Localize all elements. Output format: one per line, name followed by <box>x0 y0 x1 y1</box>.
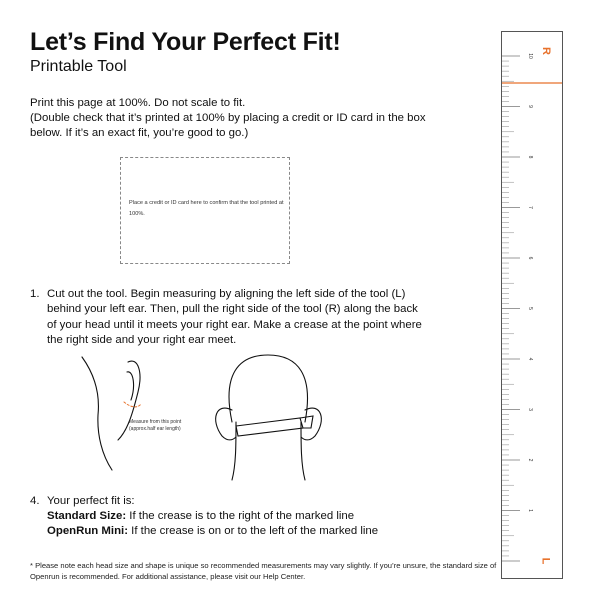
page-subtitle: Printable Tool <box>30 58 127 75</box>
intro-line-2: (Double check that it’s printed at 100% by placing a credit or ID card in the box below. If it’s an exact fit, you’re good to go.) <box>30 112 426 139</box>
ruler-number: 6 <box>527 256 533 260</box>
ruler-number: 4 <box>527 357 533 361</box>
measuring-ruler <box>501 31 563 579</box>
ruler-number: 3 <box>527 408 533 411</box>
page-title: Let’s Find Your Perfect Fit! <box>30 28 341 56</box>
openrun-mini-label: OpenRun Mini: <box>47 525 128 537</box>
card-box-text: Place a credit or ID card here to confirm that the tool printed at 100%. <box>129 200 284 217</box>
openrun-mini-text: If the crease is on or to the left of the marked line <box>128 525 379 537</box>
ear-measure-note: Measure from this point (approx.half ear length) <box>129 419 182 432</box>
step-1-number: 1. <box>30 288 40 300</box>
standard-size-text: If the crease is to the right of the marked line <box>126 510 355 522</box>
ruler-l-label: L <box>539 557 552 565</box>
intro-line-1: Print this page at 100%. Do not scale to fit. <box>30 97 246 109</box>
side-head-drawing <box>82 357 141 470</box>
step-1-text: Cut out the tool. Begin measuring by aligning the left side of the tool (L) behind your left ear. Then, pull the right side of the tool (R) along the back of your head until it meets your right ear. Make a crease at the point where the right side and your right ear meet. <box>47 288 422 346</box>
step-4-number: 4. <box>30 495 40 507</box>
ruler-number: 1 <box>527 509 533 512</box>
ruler-number: 5 <box>527 307 533 310</box>
standard-size-label: Standard Size: <box>47 510 127 522</box>
back-head-drawing <box>216 355 322 480</box>
ruler-number: 9 <box>527 105 533 108</box>
ruler-r-label: R <box>539 47 552 55</box>
ruler-number: 7 <box>527 206 533 209</box>
ruler-number: 8 <box>527 155 533 159</box>
ruler-number: 2 <box>527 458 533 462</box>
ruler-number: 10 <box>527 53 533 59</box>
openrun-mini-line <box>47 524 467 539</box>
step-4-body <box>47 494 467 539</box>
step-4-intro: Your perfect fit is: <box>47 495 135 507</box>
ruler-ticks <box>502 32 562 578</box>
footnote: * Please note each head size and shape is unique so recommended measurements may vary slightly. If you’re unsure, the standard size of Openrun is recommended. For additional assistance, please visit our Help Center. <box>30 561 497 581</box>
standard-size-line <box>47 509 467 524</box>
